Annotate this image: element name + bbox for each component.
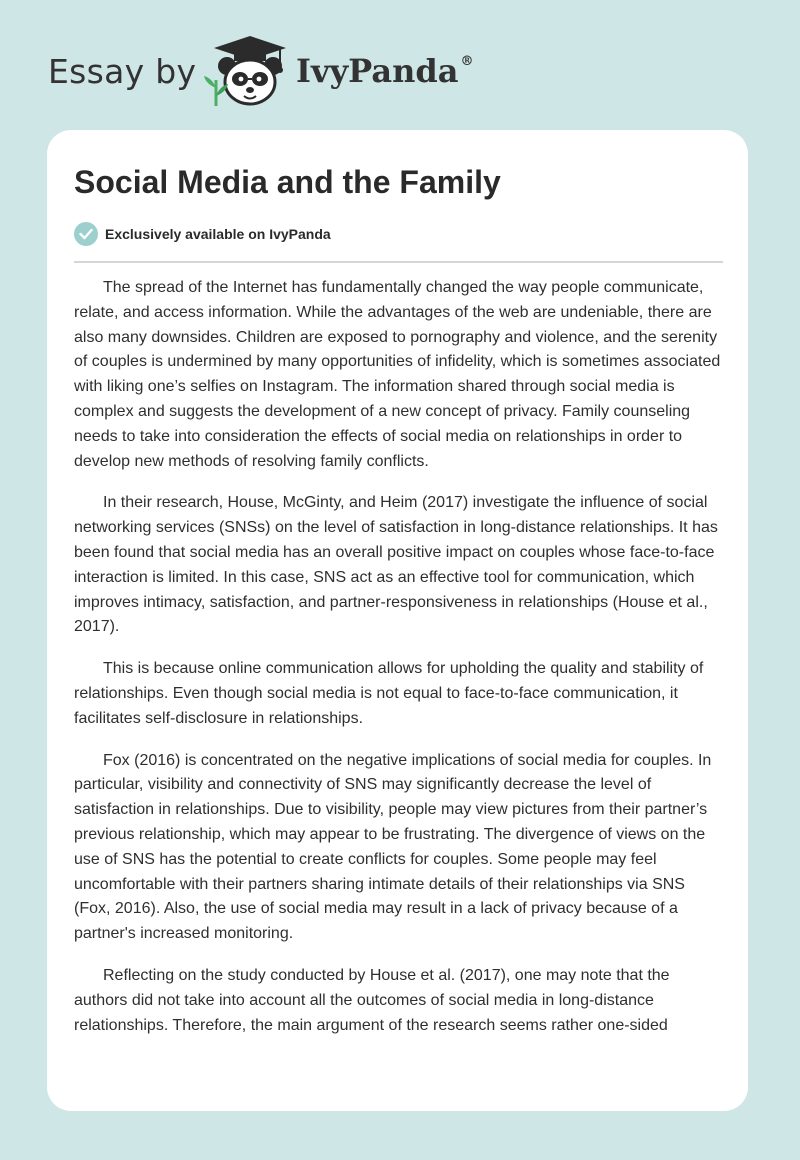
registered-mark: ® [460,54,474,69]
paragraph: Reflecting on the study conducted by House et al. (2017), one may note that the authors did not take into account all the outcomes of social media in long-distance relationships. Therefore, the main argument of the research seems rather one-sided [74,966,670,1034]
site-header [0,0,800,130]
exclusive-badge-text: Exclusively available on IvyPanda [105,226,331,242]
exclusive-badge [74,221,331,247]
essay-card [47,130,748,1111]
paragraph: The spread of the Internet has fundamentally changed the way people communicate, relate, and access information. While the advantages of the web are undeniable, there are also many downsides. Children are exposed to pornography and violence, and the serenity of couples is undermined by many opportunities of infidelity, which is sometimes associated with liking one’s selfies on Instagram. The information shared through social media is complex and suggests the development of a new concept of privacy. Family counseling needs to take into consideration the effects of social media on relationships in order to develop new methods of resolving family conflicts. [74,279,721,470]
paragraph: Fox (2016) is concentrated on the negative implications of social media for couples. In particular, visibility and connectivity of SNS may significantly decrease the level of satisfaction in relationships. Due to visibility, people may view pictures from their partner’s previous relationship, which may appear to be frustrating. The divergence of views on the use of SNS has the potential to create conflicts for couples. Some people may feel uncomfortable with their partners sharing intimate details of their relationships via SNS (Fox, 2016). Also, the use of social media may result in a lack of privacy because of a partner's increased monitoring. [74,751,712,943]
check-circle-icon [74,222,98,246]
essay-by-label: Essay by [48,52,197,91]
panda-graduate-logo-icon[interactable] [200,34,292,110]
paragraph: This is because online communication allows for upholding the quality and stability of relationships. Even though social media is not equal to face-to-face communication, it facilitates self-disclosure in relationships. [74,660,704,727]
brand-name[interactable] [296,52,473,90]
title-divider [74,261,723,263]
essay-title: Social Media and the Family [74,164,501,200]
paragraph: In their research, House, McGinty, and Heim (2017) investigate the influence of social networking services (SNSs) on the level of satisfaction in long-distance relationships. It has been found that social media has an overall positive impact on couples whose face-to-face interaction is limited. In this case, SNS act as an effective tool for communication, which improves intimacy, satisfaction, and partner-responsiveness in relationships (House et al., 2017). [74,494,718,636]
brand-name-text: IvyPanda [296,52,459,90]
essay-body [74,276,724,1055]
